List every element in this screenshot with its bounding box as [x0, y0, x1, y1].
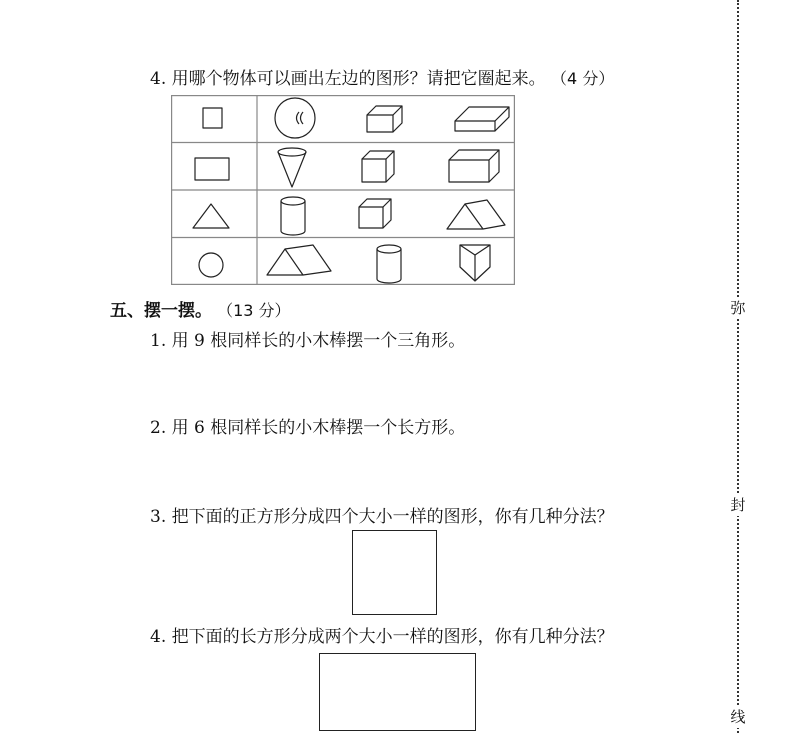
cube-icon[interactable] [359, 199, 391, 228]
circle-icon [199, 253, 223, 277]
margin-char-3: 线 [727, 706, 749, 728]
question-4-text: 用哪个物体可以画出左边的图形？请把它圈起来。 [171, 69, 546, 89]
triangle-icon [193, 204, 229, 228]
square-icon [203, 108, 222, 128]
seal-margin-line [737, 0, 739, 733]
cuboid-icon[interactable] [449, 150, 499, 182]
shape-table [171, 95, 515, 285]
cube-icon[interactable] [362, 151, 394, 182]
square-answer-box[interactable] [352, 530, 437, 615]
section-5-title: 五、摆一摆。 [110, 301, 212, 321]
rectangle-answer-box[interactable] [319, 653, 476, 731]
triangular-prism-icon[interactable] [267, 245, 331, 275]
question-4-score: （4 分） [551, 69, 615, 88]
standing-triangular-prism-icon[interactable] [460, 245, 490, 281]
margin-char-1: 弥 [727, 297, 749, 319]
cylinder-icon[interactable] [377, 245, 401, 283]
cone-icon[interactable] [278, 148, 306, 187]
margin-char-2: 封 [727, 494, 749, 516]
question-4 [150, 64, 614, 89]
section-5-question-4: 4. 把下面的长方形分成两个大小一样的图形，你有几种分法？ [150, 627, 614, 647]
section-5-score: （13 分） [217, 301, 291, 320]
table-grid [171, 95, 515, 285]
cylinder-icon[interactable] [281, 197, 305, 235]
section-5-heading [110, 296, 291, 321]
section-5-question-1: 1. 用 9 根同样长的小木棒摆一个三角形。 [150, 331, 466, 351]
cube-icon[interactable] [367, 106, 402, 132]
section-5-question-3: 3. 把下面的正方形分成四个大小一样的图形，你有几种分法？ [150, 507, 614, 527]
coin-icon[interactable] [275, 98, 315, 138]
section-5-question-2: 2. 用 6 根同样长的小木棒摆一个长方形。 [150, 418, 466, 438]
question-4-number: 4. [150, 69, 167, 89]
triangular-prism-icon[interactable] [447, 200, 505, 229]
flat-cuboid-icon[interactable] [455, 107, 509, 131]
rectangle-icon [195, 158, 229, 180]
